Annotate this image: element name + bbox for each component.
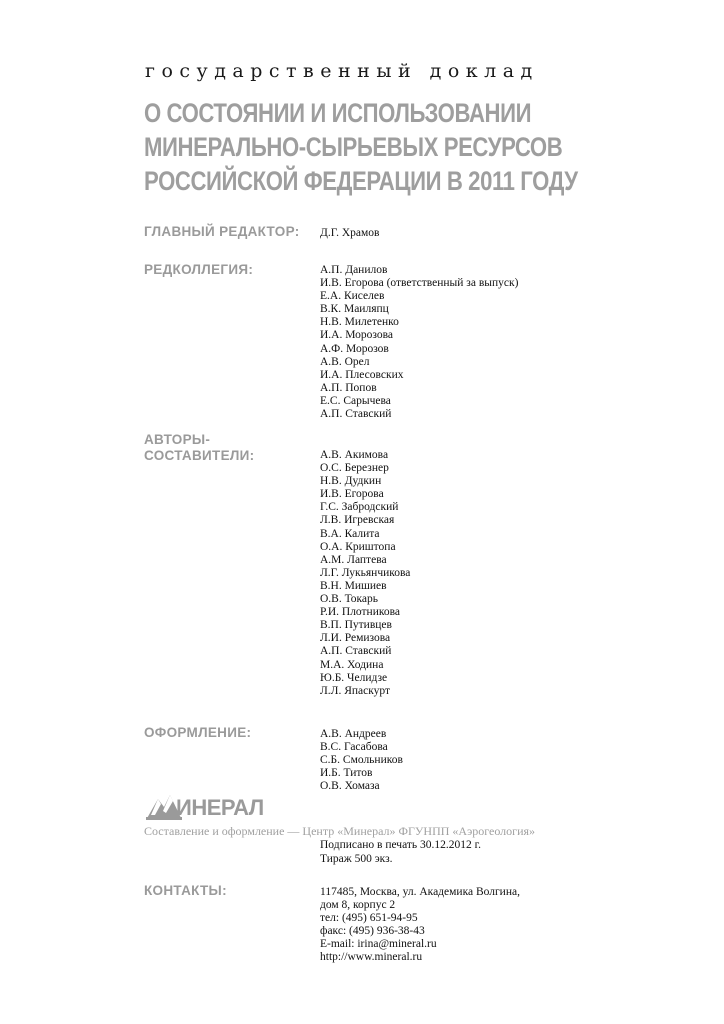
list-item: Л.В. Игревская [320, 514, 395, 527]
list-item: В.П. Путивцев [320, 619, 392, 632]
list-item: Е.С. Сарычева [320, 394, 391, 407]
list-item: И.В. Егорова (ответственный за выпуск) [320, 277, 519, 290]
list-item: И.Б. Титов [320, 767, 373, 780]
list-item: И.В. Егорова [320, 488, 384, 501]
list-item: Л.И. Ремизова [320, 632, 391, 645]
contact-website-link[interactable]: http://www.mineral.ru [320, 951, 423, 964]
list-item: Л.Л. Япаскурт [320, 684, 391, 697]
chief-editor-name: Д.Г. Храмов [320, 227, 380, 239]
authors-label-line-2: СОСТАВИТЕЛИ: [144, 448, 255, 463]
print-circulation: Тираж 500 экз. [320, 853, 393, 865]
authors-label [144, 432, 254, 464]
list-item: А.В. Орел [320, 355, 370, 368]
credit-line: Составление и оформление — Центр «Минерал» ФГУНПП «Аэрогеология» [144, 824, 536, 838]
editorial-board-label: РЕДКОЛЛЕГИЯ: [144, 262, 254, 277]
list-item: А.Ф. Морозов [320, 342, 389, 355]
contact-fax: факс: (495) 936-38-43 [320, 925, 425, 938]
list-item: Ю.Б. Челидзе [320, 671, 388, 684]
list-item: О.А. Криштопа [320, 540, 396, 553]
chief-editor-label: ГЛАВНЫЙ РЕДАКТОР: [144, 224, 300, 239]
contacts-label: КОНТАКТЫ: [144, 883, 227, 898]
list-item: И.А. Морозова [320, 329, 394, 342]
design-label: ОФОРМЛЕНИЕ: [144, 725, 252, 740]
list-item: Г.С. Забродский [320, 501, 399, 514]
mineral-logo-text: ИНЕРАЛ [176, 795, 264, 820]
title-line-1: О СОСТОЯНИИ И ИСПОЛЬЗОВАНИИ [144, 98, 532, 128]
list-item: Н.В. Дудкин [320, 475, 382, 488]
report-title [144, 96, 578, 198]
list-item: В.К. Маиляпц [320, 303, 389, 316]
list-item: О.С. Березнер [320, 462, 389, 475]
list-item: И.А. Плесовских [320, 368, 404, 381]
print-signed: Подписано в печать 30.12.2012 г. [320, 839, 481, 851]
report-kicker: государственный доклад [145, 60, 539, 82]
contact-address-line-2: дом 8, корпус 2 [320, 899, 396, 912]
list-item: В.А. Калита [320, 527, 380, 540]
contact-address-line-1: 117485, Москва, ул. Академика Волгина, [320, 886, 520, 898]
list-item: В.С. Гасабова [320, 741, 388, 754]
contact-phone: тел: (495) 651-94-95 [320, 912, 418, 925]
mineral-logo [146, 793, 306, 821]
list-item: Л.Г. Лукьянчикова [320, 566, 411, 579]
authors-list [320, 449, 410, 698]
list-item: М.А. Ходина [320, 658, 384, 671]
list-item: А.В. Андреев [320, 728, 387, 740]
list-item: А.П. Попов [320, 381, 377, 394]
list-item: А.П. Ставский [320, 645, 392, 658]
list-item: Е.А. Киселев [320, 290, 385, 303]
design-list [320, 728, 403, 793]
contact-email[interactable]: E-mail: irina@mineral.ru [320, 938, 437, 951]
list-item: А.М. Лаптева [320, 553, 387, 566]
list-item: А.П. Данилов [320, 264, 388, 276]
list-item: Н.В. Милетенко [320, 316, 399, 329]
list-item: О.В. Хомаза [320, 780, 380, 793]
authors-label-line-1: АВТОРЫ- [144, 432, 211, 447]
title-line-3: РОССИЙСКОЙ ФЕДЕРАЦИИ В 2011 ГОДУ [144, 166, 578, 196]
list-item: В.Н. Мишиев [320, 579, 387, 592]
list-item: Р.И. Плотникова [320, 606, 401, 619]
contacts-list [320, 886, 520, 965]
list-item: С.Б. Смольников [320, 754, 403, 767]
editorial-board-list [320, 264, 518, 421]
title-line-2: МИНЕРАЛЬНО-СЫРЬЕВЫХ РЕСУРСОВ [144, 132, 563, 162]
list-item: А.П. Ставский [320, 408, 392, 421]
list-item: А.В. Акимова [320, 449, 389, 461]
list-item: О.В. Токарь [320, 593, 379, 606]
